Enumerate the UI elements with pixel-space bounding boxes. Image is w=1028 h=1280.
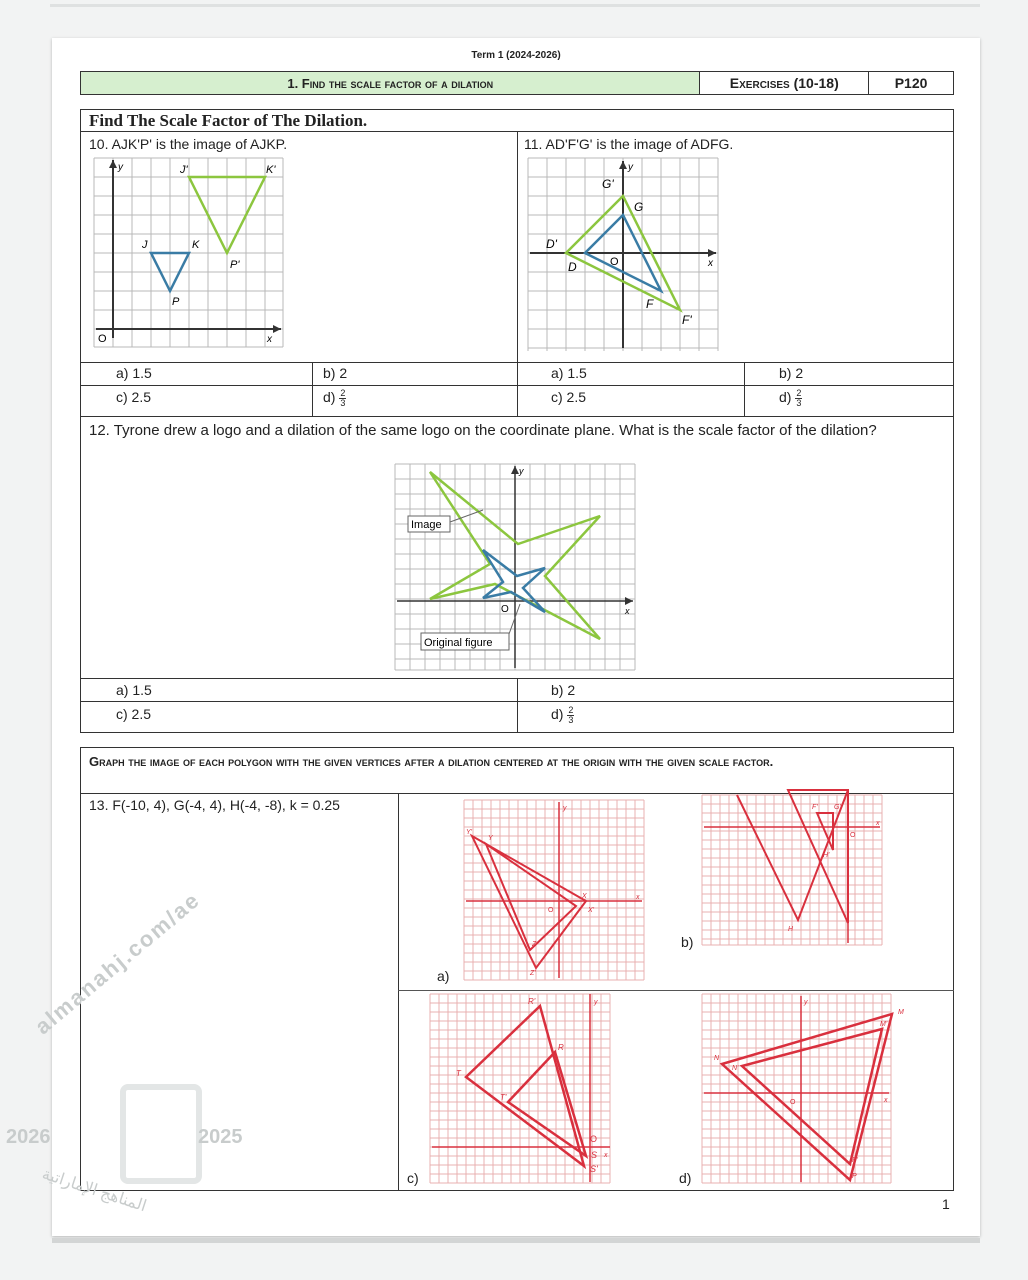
svg-text:T': T' bbox=[500, 1093, 507, 1102]
svg-text:Y': Y' bbox=[466, 829, 473, 836]
q13-choice-a[interactable]: a) bbox=[437, 968, 450, 984]
svg-text:O: O bbox=[610, 256, 619, 268]
svg-text:O: O bbox=[850, 832, 856, 839]
watermark-year-right: 2025 bbox=[198, 1126, 243, 1148]
q11-option-c[interactable]: c) 2.5 bbox=[551, 389, 587, 405]
exercises-range: Exercises (10-18) bbox=[700, 72, 869, 95]
watermark-logo-icon bbox=[120, 1084, 202, 1184]
q10-option-d[interactable]: d) $\frac{2}{3}$ bbox=[323, 388, 346, 408]
q10-text: 10. AJK'P' is the image of AJKP. bbox=[89, 136, 288, 152]
q13-choice-a-graph[interactable] bbox=[464, 800, 647, 980]
q13-choice-b[interactable]: b) bbox=[681, 934, 694, 950]
svg-text:O: O bbox=[548, 907, 554, 914]
svg-text:H: H bbox=[788, 926, 794, 933]
lesson-header bbox=[80, 71, 954, 95]
svg-text:J': J' bbox=[180, 164, 188, 176]
svg-text:X': X' bbox=[588, 907, 595, 914]
svg-text:Image: Image bbox=[411, 519, 442, 531]
svg-text:y: y bbox=[594, 999, 598, 1006]
svg-text:y: y bbox=[563, 805, 567, 812]
divider bbox=[80, 416, 954, 417]
svg-text:F': F' bbox=[682, 313, 692, 327]
svg-text:O: O bbox=[501, 604, 509, 615]
q13-choice-c-graph[interactable] bbox=[430, 994, 615, 1184]
svg-text:x: x bbox=[604, 1152, 608, 1159]
svg-text:Original figure: Original figure bbox=[424, 637, 493, 649]
svg-text:P: P bbox=[172, 296, 180, 308]
term-label: Term 1 (2024-2026) bbox=[471, 50, 561, 61]
q12-text: 12. Tyrone drew a logo and a dilation of the same logo on the coordinate plane. What is the scale factor of the dilation? bbox=[89, 422, 877, 439]
svg-text:S: S bbox=[591, 1150, 598, 1160]
q12-option-b[interactable]: b) 2 bbox=[551, 682, 576, 698]
svg-text:M: M bbox=[898, 1009, 904, 1016]
svg-text:O: O bbox=[98, 333, 107, 345]
svg-text:O: O bbox=[790, 1099, 796, 1106]
page-reference: P120 bbox=[869, 72, 954, 95]
svg-text:y: y bbox=[118, 162, 123, 173]
q12-option-a[interactable]: a) 1.5 bbox=[116, 682, 152, 698]
q13-choice-d[interactable]: d) bbox=[679, 1170, 692, 1186]
svg-text:F: F bbox=[646, 297, 654, 311]
svg-text:H': H' bbox=[823, 852, 830, 859]
svg-text:x: x bbox=[267, 334, 272, 345]
q11-text: 11. AD'F'G' is the image of ADFG. bbox=[524, 136, 734, 152]
q10-option-a[interactable]: a) 1.5 bbox=[116, 365, 152, 381]
svg-text:P: P bbox=[852, 1173, 857, 1180]
divider bbox=[744, 362, 745, 416]
svg-text:N: N bbox=[714, 1055, 720, 1062]
svg-text:D': D' bbox=[546, 237, 557, 251]
svg-text:D: D bbox=[568, 260, 577, 274]
svg-text:N': N' bbox=[732, 1065, 739, 1072]
worksheet-page bbox=[52, 38, 980, 1236]
svg-text:O: O bbox=[590, 1134, 598, 1144]
divider bbox=[398, 793, 399, 1191]
svg-text:x: x bbox=[884, 1097, 888, 1104]
svg-text:y: y bbox=[628, 162, 633, 173]
svg-text:P': P' bbox=[852, 1157, 859, 1164]
svg-text:F': F' bbox=[812, 804, 818, 811]
svg-text:x: x bbox=[625, 606, 630, 616]
watermark-arabic: المناهج الإماراتية bbox=[39, 1165, 149, 1216]
lesson-title: 1. Find the scale factor of a dilation bbox=[81, 72, 700, 95]
svg-text:x: x bbox=[636, 894, 640, 901]
q13-choice-c[interactable]: c) bbox=[407, 1170, 419, 1186]
svg-text:Y: Y bbox=[488, 835, 493, 842]
q10-option-b[interactable]: b) 2 bbox=[323, 365, 348, 381]
svg-text:R: R bbox=[558, 1043, 564, 1052]
divider bbox=[517, 131, 518, 362]
svg-text:x: x bbox=[708, 258, 713, 269]
svg-text:Z': Z' bbox=[530, 970, 536, 977]
divider bbox=[517, 678, 518, 732]
svg-text:x: x bbox=[876, 820, 880, 827]
section1-title: Find The Scale Factor of The Dilation. bbox=[89, 111, 368, 130]
svg-text:G: G bbox=[634, 200, 644, 214]
svg-text:R': R' bbox=[528, 997, 536, 1006]
q12-option-c[interactable]: c) 2.5 bbox=[116, 706, 152, 722]
svg-text:P': P' bbox=[230, 259, 240, 271]
divider bbox=[517, 362, 518, 416]
bottom-divider bbox=[52, 1238, 980, 1243]
svg-text:S': S' bbox=[590, 1164, 598, 1174]
q11-option-a[interactable]: a) 1.5 bbox=[551, 365, 587, 381]
svg-text:G': G' bbox=[834, 804, 841, 811]
q10-option-c[interactable]: c) 2.5 bbox=[116, 389, 152, 405]
svg-text:J: J bbox=[142, 239, 148, 251]
svg-text:T: T bbox=[456, 1069, 461, 1078]
q13-text: 13. F(-10, 4), G(-4, 4), H(-4, -8), k = 0.25 bbox=[89, 797, 340, 813]
divider bbox=[80, 793, 954, 794]
svg-text:Z: Z bbox=[532, 941, 537, 948]
svg-text:X: X bbox=[582, 893, 587, 900]
q10-graph bbox=[94, 158, 284, 348]
watermark-site: almanahj.com/ae bbox=[30, 886, 205, 1040]
svg-text:M': M' bbox=[880, 1021, 888, 1028]
page-number: 1 bbox=[942, 1196, 950, 1212]
q12-option-d[interactable]: d) $\frac{2}{3}$ bbox=[551, 705, 574, 725]
q12-graph bbox=[395, 464, 636, 671]
top-divider bbox=[50, 4, 980, 7]
q11-option-d[interactable]: d) $\frac{2}{3}$ bbox=[779, 388, 802, 408]
q11-option-b[interactable]: b) 2 bbox=[779, 365, 804, 381]
divider bbox=[398, 990, 954, 991]
svg-text:K: K bbox=[192, 239, 200, 251]
svg-text:K': K' bbox=[266, 164, 276, 176]
svg-text:y: y bbox=[519, 466, 524, 476]
q13-choice-d-graph[interactable] bbox=[702, 994, 904, 1184]
section2-title: Graph the image of each polygon with the given vertices after a dilation centered at the origin with the given scale factor. bbox=[89, 754, 774, 769]
watermark-year-left: 2026 bbox=[6, 1126, 51, 1148]
q13-choice-b-graph[interactable] bbox=[702, 795, 885, 947]
svg-text:y: y bbox=[804, 999, 808, 1006]
q11-graph bbox=[528, 158, 720, 352]
divider bbox=[312, 362, 313, 416]
svg-text:G': G' bbox=[602, 177, 614, 191]
